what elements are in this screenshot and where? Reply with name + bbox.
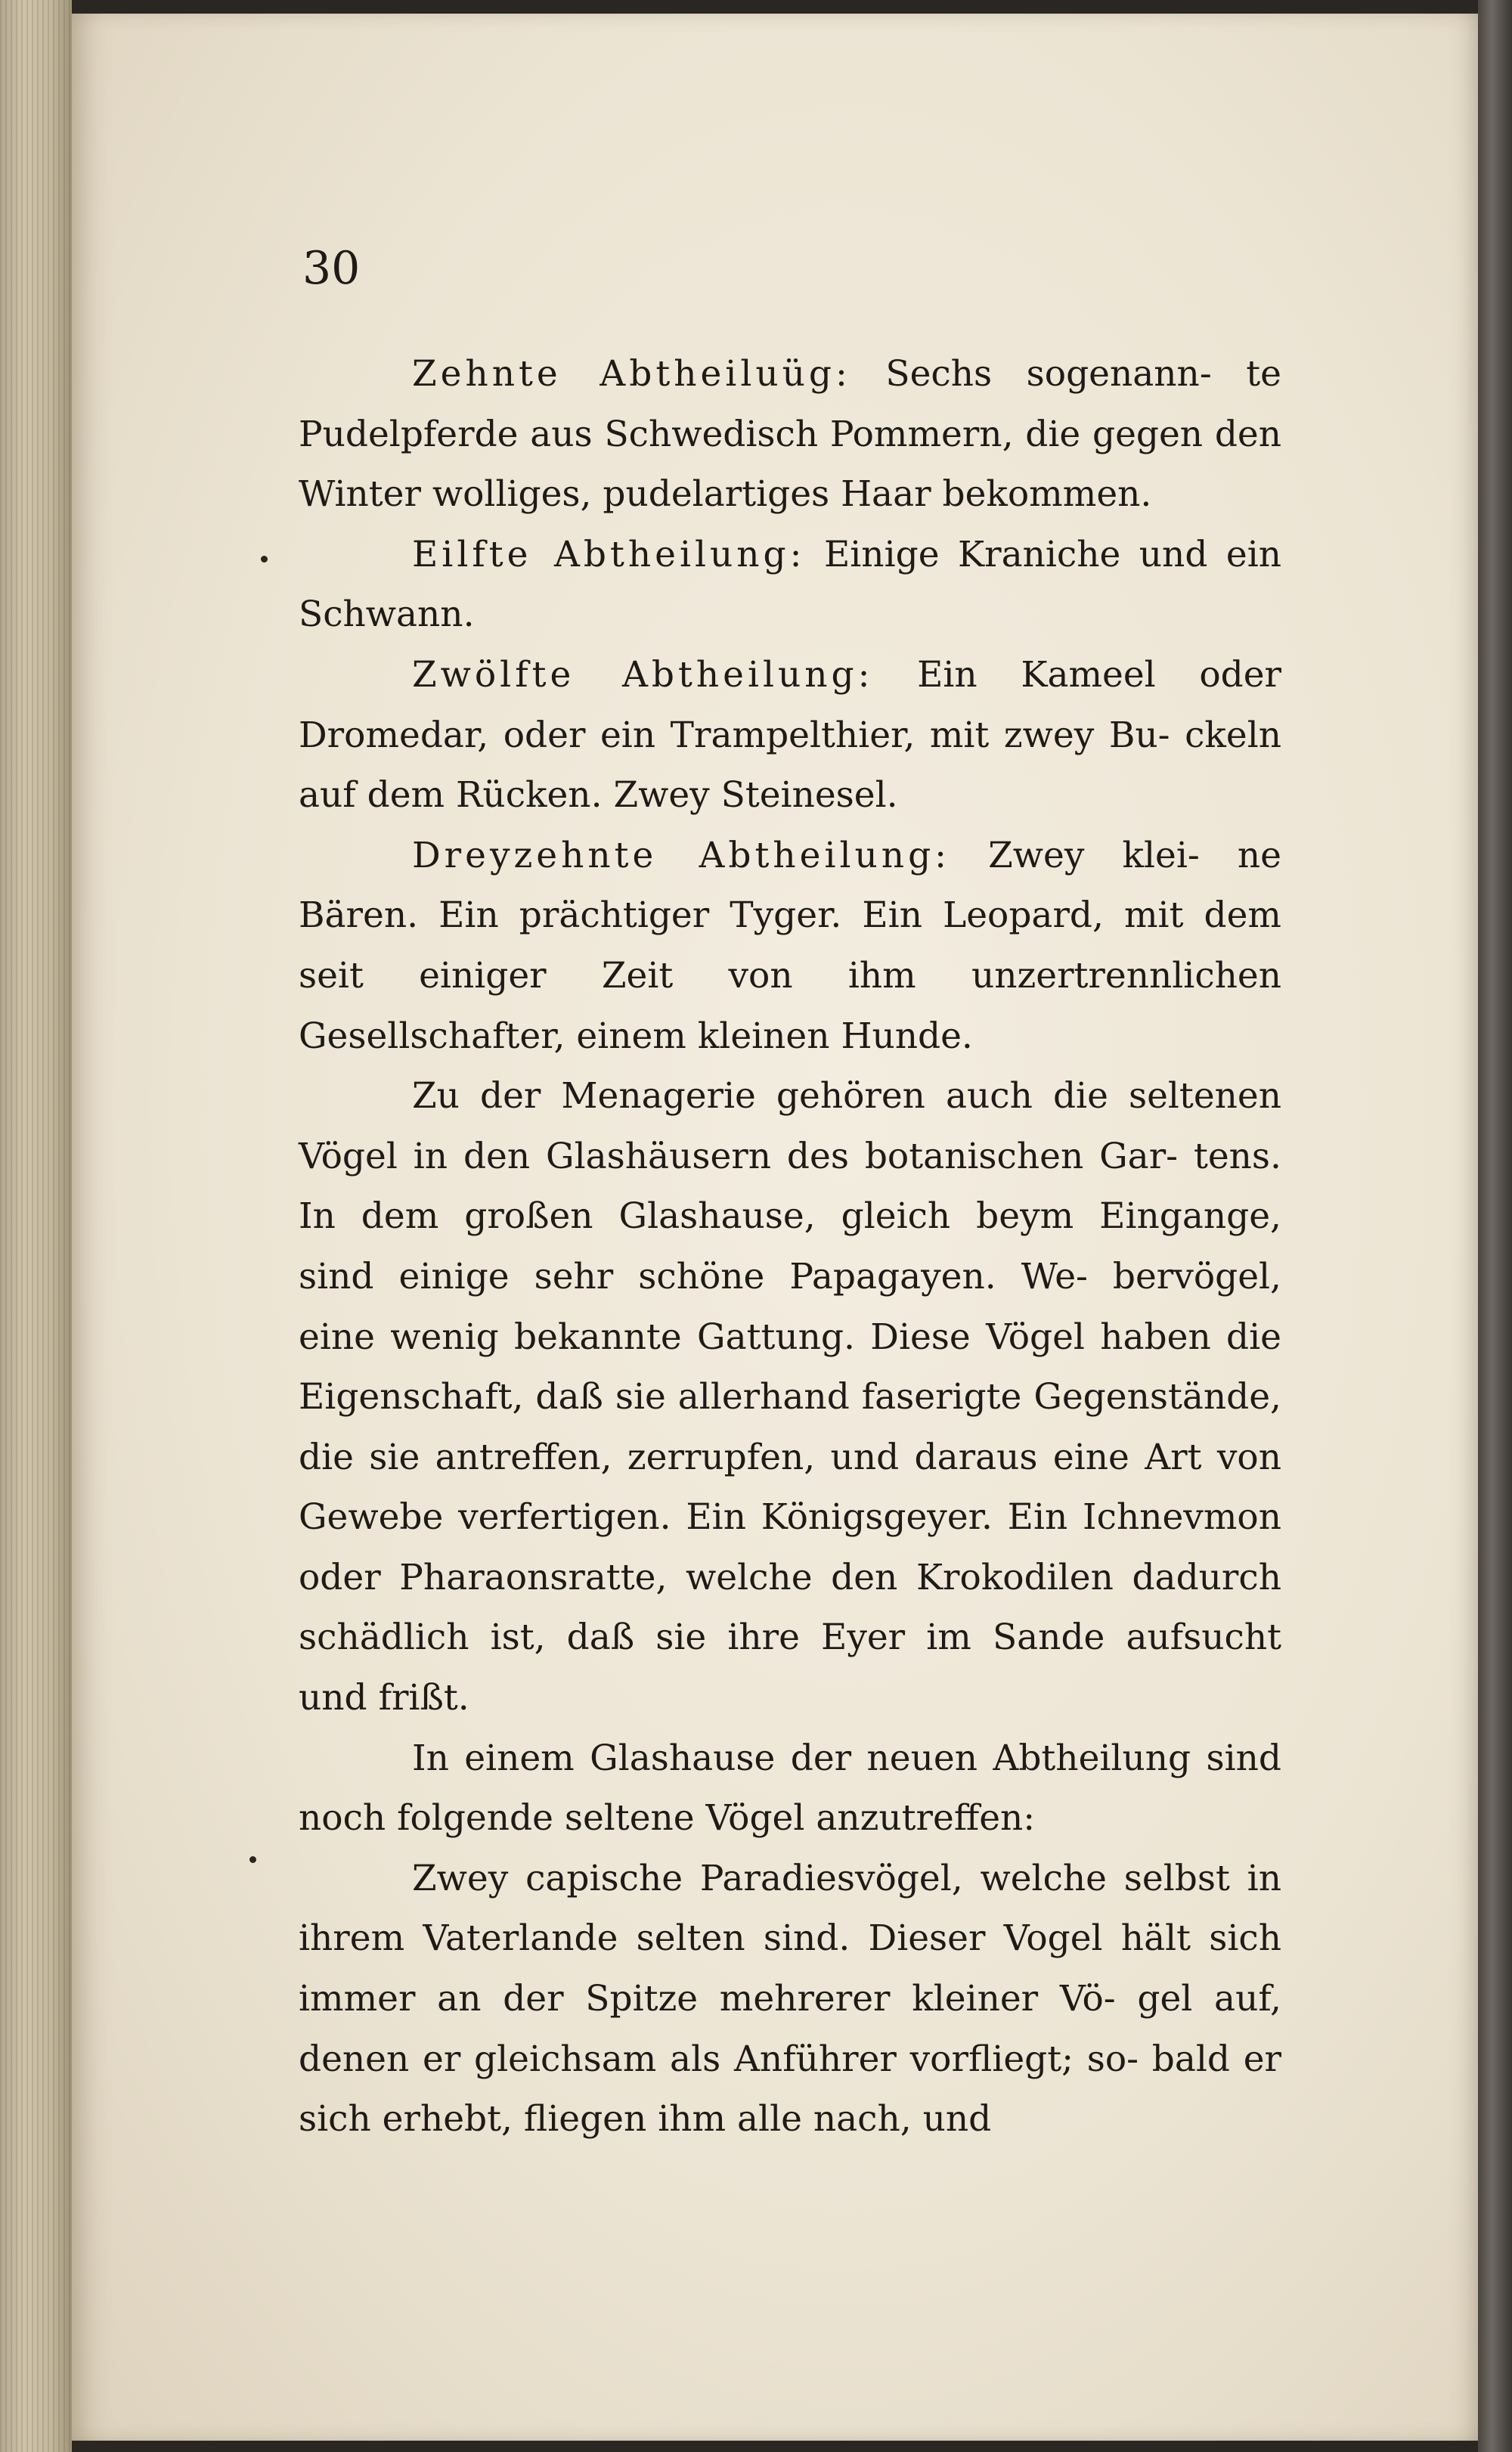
paragraph-text: In einem Glashause der neuen Abtheilung sind noch folgende seltene Vögel anzutreffen:: [299, 1737, 1281, 1840]
page-text: [299, 344, 1281, 2150]
paragraph: [299, 826, 1281, 1066]
section-heading: Dreyzehnte Abtheilung:: [412, 834, 950, 876]
paragraph: [299, 344, 1281, 525]
paragraph-text: Zu der Menagerie gehören auch die seltenen Vögel in den Glashäusern des botanischen Gar- tens. In dem großen Glashause, gleich beym Eingange, sind einige sehr schöne Papagayen. We- bervögel, eine wenig bekannte Gattung. Diese Vögel haben die Eigenschaft, daß sie allerhand faserigte Gegenstände, die sie antreffen, zerrupfen, und daraus eine Art von Gewebe verfertigen. Ein Königsgeyer. Ein Ichnevmon oder Pharaonsratte, welche den Krokodilen dadurch schädlich ist, daß sie ihre Eyer im Sande aufsucht und frißt.: [299, 1075, 1281, 1719]
paragraph-text: Einige Kraniche und ein Schwann.: [299, 533, 1282, 636]
paragraph-text: Zwey klei- ne Bären. Ein prächtiger Tyger. Ein Leopard, mit dem seit einiger Zeit von ihm unzertrennlichen Gesellschafter, einem kleinen Hunde.: [299, 834, 1281, 1057]
section-heading: Zehnte Abtheiluüg:: [412, 353, 851, 395]
ink-speck: [249, 1856, 256, 1863]
section-heading: Zwölfte Abtheilung:: [412, 653, 874, 696]
paragraph: [299, 1849, 1281, 2150]
binding-edge: [1478, 0, 1512, 2452]
paragraph: [299, 1728, 1281, 1849]
paragraph: [299, 525, 1281, 645]
section-heading: Eilfte Abtheilung:: [412, 533, 806, 575]
page-stack-edge: [0, 0, 72, 2452]
paragraph-text: Zwey capische Paradiesvögel, welche selbst in ihrem Vaterlande selten sind. Dieser Vogel hält sich immer an der Spitze mehrerer kleiner Vö- gel auf, denen er gleichsam als Anführer vorfliegt; so- bald er sich erhebt, fliegen ihm alle nach, und: [299, 1857, 1281, 2140]
paragraph-text: Ein Kameel oder Dromedar, oder ein Trampelthier, mit zwey Bu- ckeln auf dem Rücken. Zwey Steinesel.: [299, 653, 1281, 817]
paragraph: [299, 645, 1281, 826]
paragraph-text: Sechs sogenann- te Pudelpferde aus Schwedisch Pommern, die gegen den Winter wolliges, pudelartiges Haar bekommen.: [299, 353, 1281, 516]
paragraph: [299, 1066, 1281, 1728]
page-number: 30: [302, 242, 361, 295]
ink-speck: [261, 556, 268, 563]
